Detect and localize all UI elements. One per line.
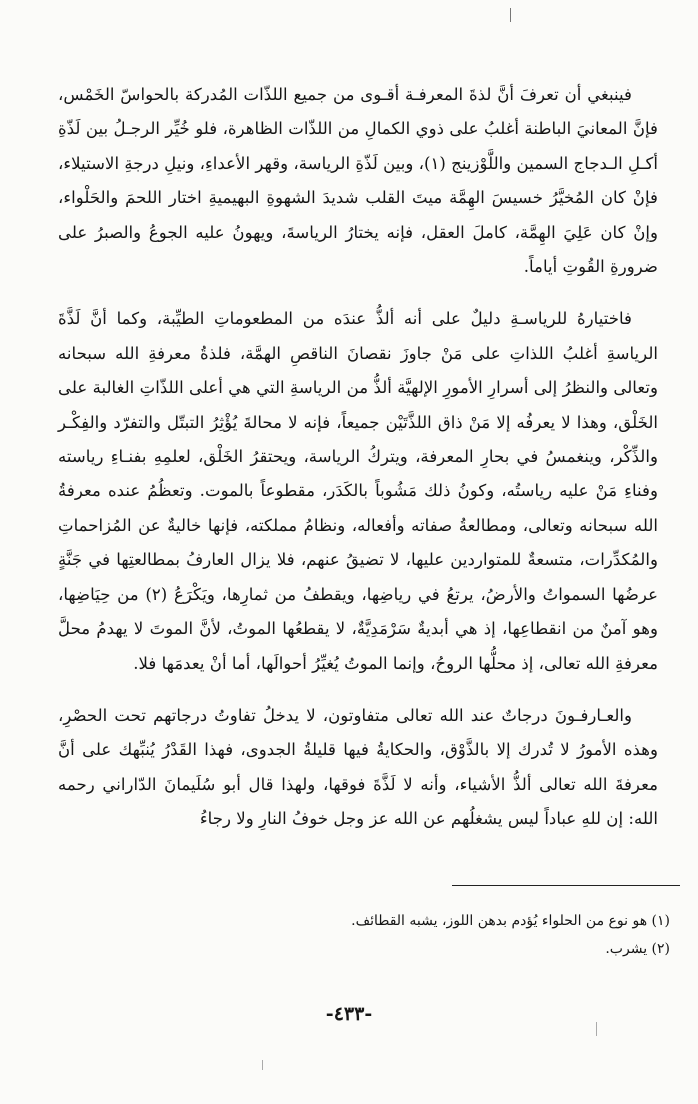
page-number: -٤٣٣- [325,1003,373,1025]
scan-mark-top [510,8,511,22]
paragraph-2: فاختيارهُ للرياسـةِ دليلٌ على أنه ألذُّ عندَه من المطعوماتِ الطيِّبة، وكما أنَّ لَذَّةَ الرياسةِ أغلبُ اللذاتِ على مَنْ جاوزَ نقصانَ الناقصِ الهمَّة، فلذةُ معرفةِ الله سبحانه وتعالى والنظرُ إلى أسرارِ الأمورِ الإلهيَّة ألذُّ من الرياسةِ التي هي أعلى اللذّاتِ الغالبة على الخَلْق، وهذا لا يعرفُه إلا مَنْ ذاق اللذَّتَيْن جميعاً، فإنه لا محالةَ يُؤْثِرُ التبتّل والتفرّد والفِكْـر والذِّكْر، وينغمسُ في بحارِ المعرفة، ويتركُ الرياسة، ويحتقرُ الخَلْق، لعلمِهِ بفنـاءِ رياسته وفناءِ مَنْ عليه رياستُه، وكونُ ذلك مَشُوباً بالكَدَر، مقطوعاً بالموت. وتعظُمُ عنده معرفةُ الله سبحانه وتعالى، ومطالعةُ صفاته وأفعاله، ونظامُ مملكته، فإنها خاليةٌ عن المُزاحماتِ والمُكدِّرات، متسعةٌ للمتواردين عليها، لا تضيقُ عنهم، فلا يزال العارفُ بمطالعتِها في جَنَّةٍ عرضُها السمواتُ والأرضُ، يرتعُ في رياضِها، ويقطفُ من ثمارِها، ويَكْرَعُ (٢) من حِيَاضِها، وهو آمنٌ من انقطاعِها، إذ هي أبديةٌ سَرْمَدِيَّةٌ، لا يقطعُها الموتُ، لأنَّ الموتَ لا يهدمُ محلَّ معرفةِ الله تعالى، إذ محلُّها الروحُ، وإنما الموتُ يُغيِّرُ أحوالَها، أما أنْ يعدمَها فلا. [58,309,658,673]
paragraph-3: والعـارفـونَ درجاتٌ عند الله تعالى متفاوتون، لا يدخلُ تفاوتُ درجاتهم تحت الحصْرِ، وهذه الأمورُ لا تُدرك إلا بالذَّوْق، والحكايةُ فيها قليلةُ الجدوى، فهذا القَدْرُ يُنبِّهك على أنَّ معرفةَ الله تعالى ألذُّ الأشياء، وأنه لا لَذَّةَ فوقها، ولهذا قال أبو سُلَيمانَ الدّاراني رحمه الله: إن للهِ عباداً ليس يشغلُهم عن الله عز وجل خوفُ النارِ ولا رجاءُ [58,705,658,829]
scan-mark-corner [262,1060,263,1070]
footnotes [200,907,670,963]
main-text [58,78,658,855]
footnote-2: (٢) يشرب. [605,941,670,957]
footnote-1: (١) هو نوع من الحلواء يُؤدم بدهن اللوز، يشبه القطائف. [351,913,670,929]
footnote-divider [452,885,680,886]
paragraph-1: فينبغي أن تعرفَ أنَّ لذةَ المعرفـة أقـوى من جميع اللذّات المُدركة بالحواسّ الخَمْس، فإنَّ المعانيَ الباطنة أغلبُ على ذوي الكمالِ من اللذّات الظاهرة، فلو خُيِّر الرجـلُ بين لَذّةِ أكـلِ الـدجاج السمين واللَّوْزينج (١)، وبين لَذّةِ الرياسة، وقهر الأعداءِ، ونيلِ درجةِ الاستيلاء، فإنْ كان المُخيَّرُ خسيسَ الهِمَّة ميتَ القلب شديدَ الشهوةِ البهيميةِ اختار اللحمَ والحَلْواء، وإنْ كان عَلِيَ الهِمَّة، كاملَ العقل، فإنه يختارُ الرياسةَ، ويهونُ عليه الجوعُ والصبرُ على ضرورةِ القُوتِ أياماً. [58,85,658,277]
